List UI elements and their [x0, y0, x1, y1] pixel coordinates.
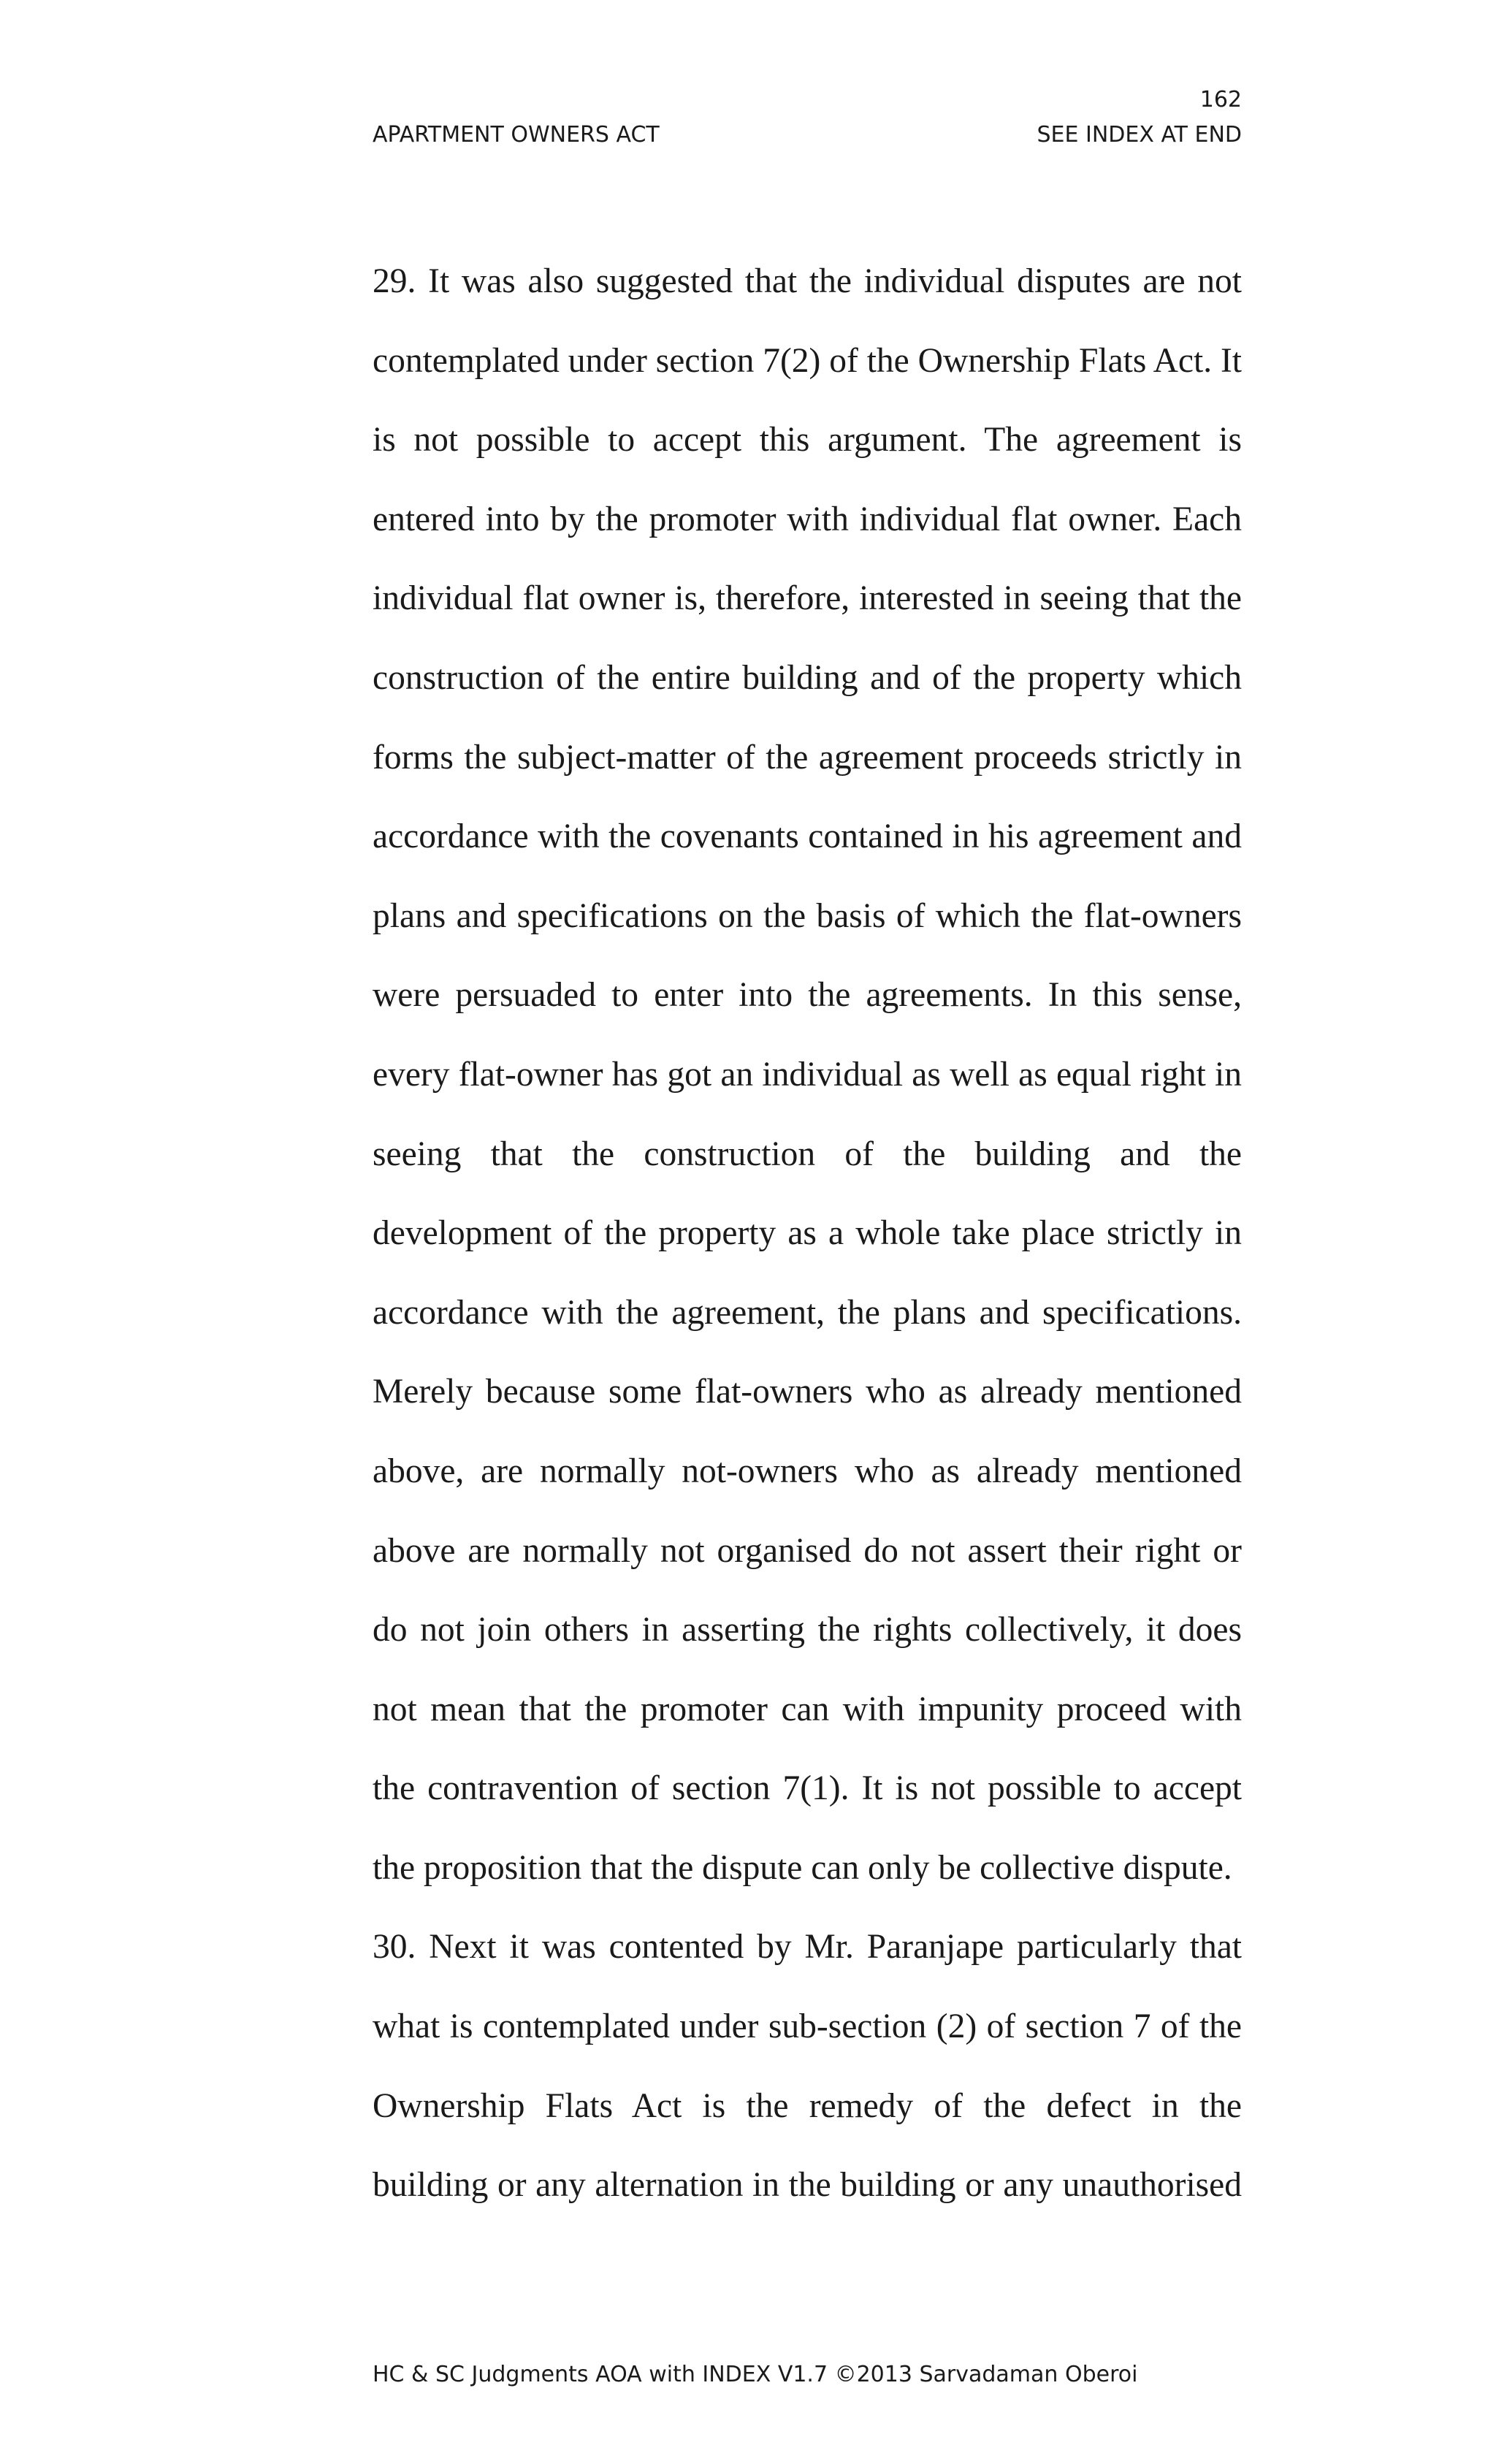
text-line: forms the subject-matter of the agreement proceeds strictly in [373, 738, 1242, 777]
text-line: not mean that the promoter can with impunity proceed with [373, 1690, 1242, 1728]
text-line: entered into by the promoter with individual flat owner. Each [373, 500, 1242, 538]
text-line: Merely because some flat-owners who as already mentioned [373, 1373, 1242, 1411]
text-line: the contravention of section 7(1). It is not possible to accept [373, 1769, 1242, 1808]
page-number: 162 [1199, 87, 1242, 112]
text-line: building or any alternation in the building or any unauthorised [373, 2166, 1242, 2205]
text-line: were persuaded to enter into the agreements. In this sense, [373, 976, 1242, 1015]
text-line: 29. It was also suggested that the individual disputes are not [373, 262, 1242, 300]
text-line: accordance with the agreement, the plans and specifications. [373, 1293, 1242, 1332]
text-line: individual flat owner is, therefore, interested in seeing that the [373, 579, 1242, 618]
text-line: 30. Next it was contented by Mr. Paranjape particularly that [373, 1928, 1242, 1967]
text-line: every flat-owner has got an individual as well as equal right in [373, 1055, 1242, 1094]
text-line: accordance with the covenants contained in his agreement and [373, 817, 1242, 856]
text-line: above are normally not organised do not assert their right or [373, 1531, 1242, 1570]
text-line: is not possible to accept this argument. The agreement is [373, 421, 1242, 459]
text-line: construction of the entire building and of the property which [373, 658, 1242, 697]
judgment-body-text [373, 259, 1242, 2243]
text-line: seeing that the construction of the building and the [373, 1134, 1242, 1173]
text-line: above, are normally not-owners who as already mentioned [373, 1452, 1242, 1490]
page-footer: HC & SC Judgments AOA with INDEX V1.7 ©2013 Sarvadaman Oberoi [373, 2362, 1138, 2387]
text-line: contemplated under section 7(2) of the Ownership Flats Act. It [373, 341, 1242, 380]
text-line: the proposition that the dispute can only be collective dispute. [373, 1848, 1232, 1887]
text-line: development of the property as a whole take place strictly in [373, 1214, 1242, 1253]
header-right-title: SEE INDEX AT END [1037, 122, 1242, 148]
text-line: Ownership Flats Act is the remedy of the defect in the [373, 2086, 1242, 2125]
text-line: plans and specifications on the basis of which the flat-owners [373, 896, 1242, 935]
running-header [373, 124, 1242, 146]
header-left-title: APARTMENT OWNERS ACT [373, 122, 660, 148]
text-line: do not join others in asserting the rights collectively, it does [373, 1611, 1242, 1649]
text-line: what is contemplated under sub-section (2) of section 7 of the [373, 2007, 1242, 2046]
